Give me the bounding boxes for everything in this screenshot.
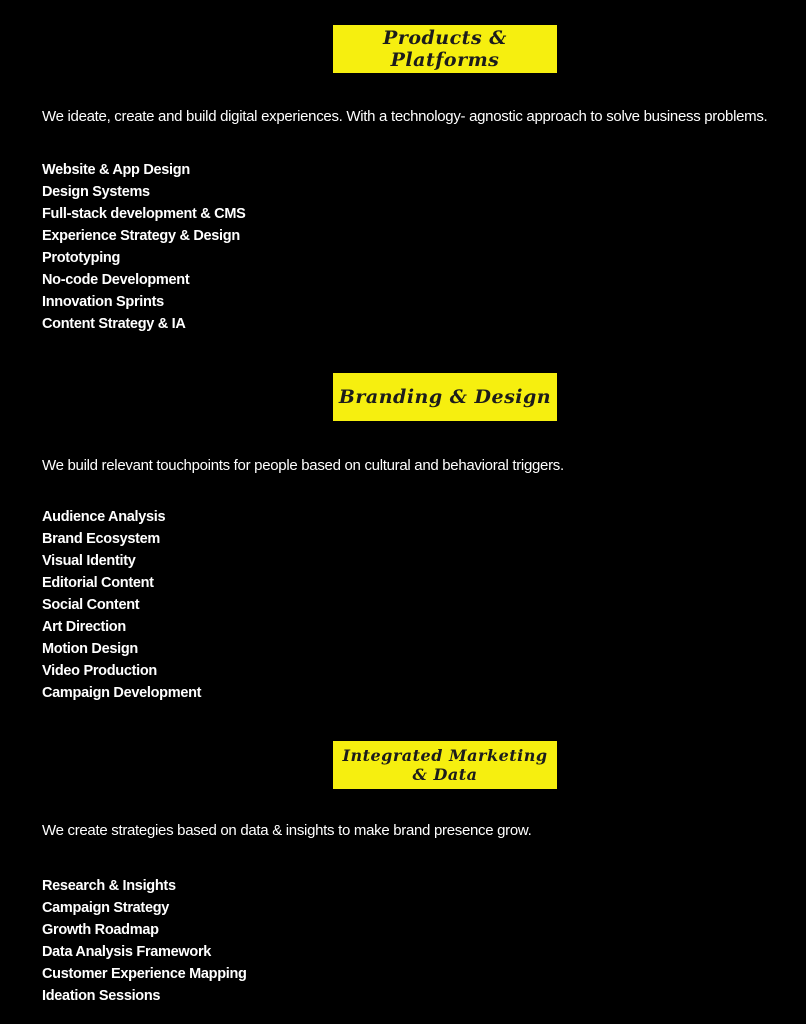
service-item: Website & App Design [42, 162, 190, 178]
section-description: We build relevant touchpoints for people based on cultural and behavioral triggers. [42, 457, 564, 474]
section-description: We create strategies based on data & insights to make brand presence grow. [42, 822, 532, 839]
service-item: Video Production [42, 663, 157, 679]
service-item: Prototyping [42, 250, 121, 266]
service-item: Design Systems [42, 184, 150, 200]
service-item: Customer Experience Mapping [42, 966, 247, 982]
banner-line-1: Integrated Marketing [342, 746, 548, 765]
service-item: Motion Design [42, 641, 138, 657]
service-item: Research & Insights [42, 878, 176, 894]
service-item: Art Direction [42, 619, 126, 635]
section-banner-products-platforms [333, 25, 557, 73]
service-list-integrated-marketing-data [42, 875, 247, 1007]
service-item: Visual Identity [42, 553, 136, 569]
banner-label: Products & Platforms [383, 27, 507, 71]
section-banner-branding-design [333, 373, 557, 421]
service-list-branding-design [42, 506, 201, 704]
service-item: Innovation Sprints [42, 294, 164, 310]
section-banner-integrated-marketing-data [333, 741, 557, 789]
section-description: We ideate, create and build digital experiences. With a technology- agnostic approach to solve business problems. [42, 108, 768, 125]
banner-line-2: & Data [412, 765, 478, 784]
service-item: Audience Analysis [42, 509, 166, 525]
service-item: Full-stack development & CMS [42, 206, 246, 222]
service-item: Campaign Development [42, 685, 202, 701]
service-item: Ideation Sessions [42, 988, 161, 1004]
service-list-products-platforms [42, 159, 246, 335]
service-item: Data Analysis Framework [42, 944, 212, 960]
service-item: Social Content [42, 597, 140, 613]
service-item: Experience Strategy & Design [42, 228, 240, 244]
banner-label: Branding & Design [338, 386, 552, 408]
service-item: Brand Ecosystem [42, 531, 160, 547]
service-item: Content Strategy & IA [42, 316, 186, 332]
service-item: Growth Roadmap [42, 922, 159, 938]
banner-label [342, 746, 547, 784]
service-item: Editorial Content [42, 575, 154, 591]
service-item: Campaign Strategy [42, 900, 170, 916]
service-item: No-code Development [42, 272, 190, 288]
